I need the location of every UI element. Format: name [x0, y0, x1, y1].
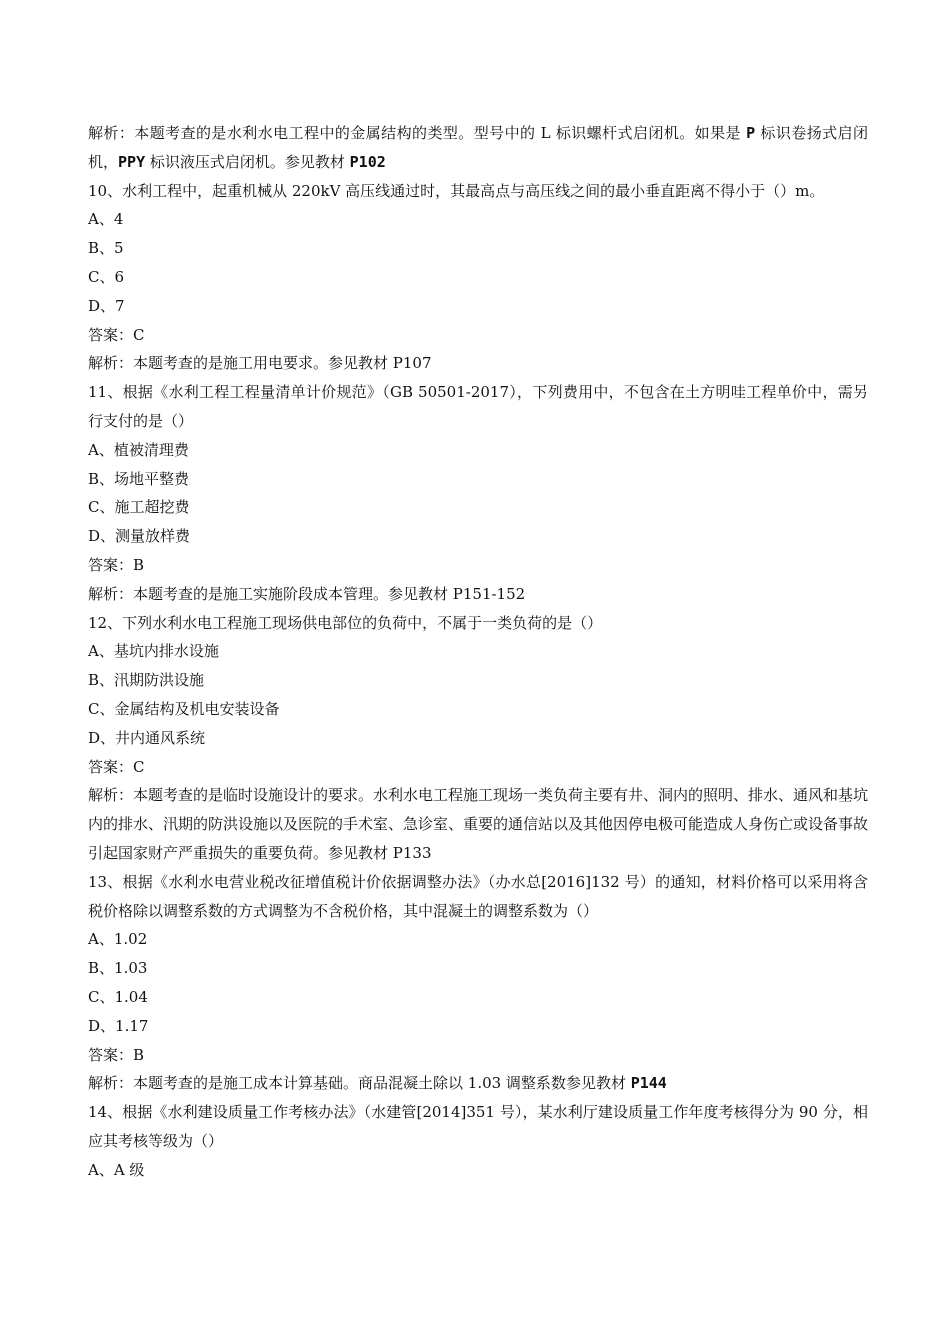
- q12-answer: 答案：C: [88, 757, 145, 776]
- document-page: [88, 119, 868, 1184]
- analysis-reference: P102: [349, 152, 386, 171]
- q12-option-a: A、基坑内排水设施: [88, 642, 219, 661]
- q10-option-d: D、7: [88, 296, 125, 315]
- analysis-bold-ppy: PPY: [118, 152, 146, 171]
- q14-question: 14、根据《水利建设质量工作考核办法》（水建管[2014]351 号），某水利厅建设质量工作年度考核得分为 90 分，相应其考核等级为（）: [88, 1103, 868, 1150]
- analysis-text: 标识卷扬式启闭机，: [88, 124, 868, 171]
- q10-option-b: B、5: [88, 239, 124, 258]
- q13-option-a: A、1.02: [88, 930, 148, 949]
- q11-analysis: 解析：本题考查的是施工实施阶段成本管理。参见教材 P151-152: [88, 584, 526, 603]
- q14-option-a: A、A 级: [88, 1160, 145, 1179]
- q13-answer: 答案：B: [88, 1045, 145, 1064]
- q12-option-b: B、汛期防洪设施: [88, 671, 205, 690]
- q11-option-d: D、测量放样费: [88, 527, 191, 546]
- q13-option-c: C、1.04: [88, 987, 148, 1006]
- q10-analysis: 解析：本题考查的是施工用电要求。参见教材 P107: [88, 354, 432, 373]
- q10-answer: 答案：C: [88, 325, 145, 344]
- q12-analysis: 解析：本题考查的是临时设施设计的要求。水利水电工程施工现场一类负荷主要有井、洞内的照明、排水、通风和基坑内的排水、汛期的防洪设施以及医院的手术室、急诊室、重要的通信站以及其他因停电极可能造成人身伤亡或设备事故引起国家财产严重损失的重要负荷。参见教材 P133: [88, 786, 869, 862]
- q11-option-b: B、场地平整费: [88, 469, 190, 488]
- q9-analysis: [88, 119, 868, 177]
- q12-question: 12、下列水利水电工程施工现场供电部位的负荷中，不属于一类负荷的是（）: [88, 613, 603, 632]
- q11-option-c: C、施工超挖费: [88, 498, 190, 517]
- q13-option-b: B、1.03: [88, 959, 148, 978]
- q12-option-d: D、井内通风系统: [88, 728, 206, 747]
- q13-question: 13、根据《水利水电营业税改征增值税计价依据调整办法》（办水总[2016]132 号）的通知，材料价格可以采用将含税价格除以调整系数的方式调整为不含税价格，其中混凝土的调整系数为（）: [88, 872, 868, 920]
- q13-analysis: [88, 1069, 868, 1098]
- analysis-bold-p: P: [746, 124, 756, 142]
- q10-question: 10、水利工程中，起重机械从 220kV 高压线通过时，其最高点与高压线之间的最小垂直距离不得小于（）m。: [88, 181, 825, 200]
- q13-option-d: D、1.17: [88, 1016, 149, 1035]
- q10-option-c: C、6: [88, 267, 125, 286]
- q11-option-a: A、植被清理费: [88, 440, 189, 459]
- q11-question: 11、根据《水利工程工程量清单计价规范》（GB 50501-2017），下列费用中，不包含在土方明哇工程单价中，需另行支付的是（）: [88, 383, 868, 430]
- q11-answer: 答案：B: [88, 555, 145, 574]
- analysis-text: 解析：本题考查的是水利水电工程中的金属结构的类型。型号中的 L 标识螺杆式启闭机。如果是: [88, 124, 747, 142]
- q10-option-a: A、4: [88, 210, 124, 229]
- q12-option-c: C、金属结构及机电安装设备: [88, 699, 280, 718]
- analysis-text: 标识液压式启闭机。参见教材: [145, 152, 350, 171]
- analysis-text: 解析：本题考查的是施工成本计算基础。商品混凝土除以 1.03 调整系数参见教材: [88, 1074, 631, 1093]
- analysis-reference: P144: [630, 1074, 667, 1093]
